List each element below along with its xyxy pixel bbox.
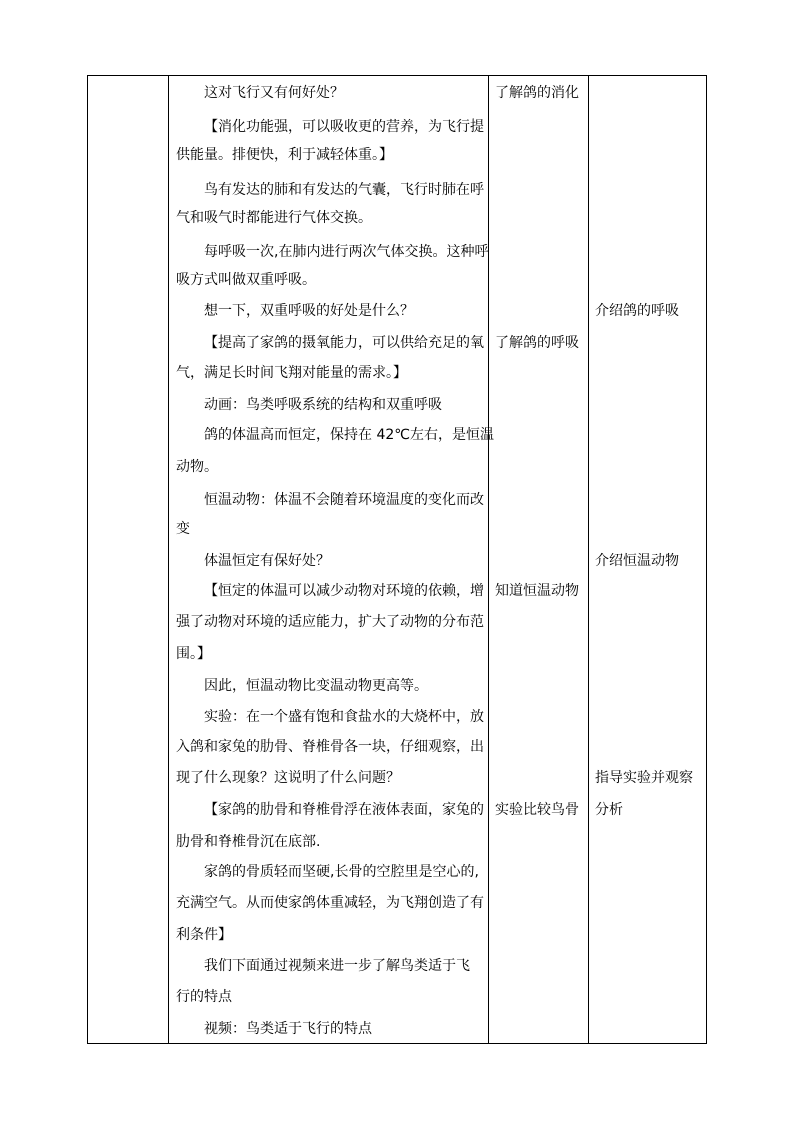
content-line: 【消化功能强，可以吸收更的营养，为飞行提: [204, 119, 484, 135]
column-divider: [588, 76, 589, 1043]
teacher-activity-experiment-cont: 分析: [595, 802, 623, 818]
content-line: 入鸽和家兔的肋骨、脊椎骨各一块，仔细观察，出: [176, 739, 484, 755]
content-line: 强了动物对环境的适应能力，扩大了动物的分布范: [176, 614, 484, 630]
content-line: 充满空气。从而使家鸽体重减轻，为飞翔创造了有: [176, 895, 484, 911]
content-line: 我们下面通过视频来进一步了解鸟类适于飞: [204, 958, 470, 974]
content-line: 【家鸽的肋骨和脊椎骨浮在液体表面，家兔的: [204, 802, 484, 818]
content-line: 吸方式叫做双重呼吸。: [176, 272, 316, 288]
learning-goal-bone-exp: 实验比较鸟骨: [495, 802, 579, 818]
content-line: 恒温动物：体温不会随着环境温度的变化而改: [204, 492, 484, 508]
content-line: 行的特点: [176, 989, 232, 1005]
content-line: 变: [176, 521, 190, 537]
content-line: 鸟有发达的肺和有发达的气囊，飞行时肺在呼: [204, 182, 484, 198]
learning-goal-digestion: 了解鸽的消化: [495, 85, 579, 101]
content-line: 因此，恒温动物比变温动物更高等。: [204, 678, 428, 694]
content-line: 现了什么现象？这说明了什么问题？: [176, 770, 400, 786]
teaching-content-column: [169, 76, 571, 1043]
content-line: 实验：在一个盛有饱和食盐水的大烧杯中，放: [204, 709, 484, 725]
content-line: 每呼吸一次,在肺内进行两次气体交换。这种呼: [204, 244, 489, 260]
content-line: 体温恒定有保好处？: [204, 553, 330, 569]
teacher-activity-respiration: 介绍鸽的呼吸: [595, 303, 679, 319]
content-line: 【提高了家鸽的摄氧能力，可以供给充足的氧: [204, 335, 484, 351]
content-line: 肋骨和脊椎骨沉在底部.: [176, 834, 321, 850]
lesson-table: [87, 75, 707, 1044]
content-line: 家鸽的骨质轻而坚硬,长骨的空腔里是空心的,: [204, 864, 479, 880]
content-line: 鸽的体温高而恒定，保持在 42℃左右，是恒温: [204, 427, 494, 443]
content-line: 动画：鸟类呼吸系统的结构和双重呼吸: [204, 397, 442, 413]
learning-goal-respiration: 了解鸽的呼吸: [495, 335, 579, 351]
content-line: 利条件】: [176, 927, 232, 943]
content-line: 视频：鸟类适于飞行的特点: [204, 1021, 372, 1037]
content-line: 围。】: [176, 646, 211, 662]
content-line: 动物。: [176, 459, 218, 475]
content-line: 供能量。排便快，利于减轻体重。】: [176, 147, 393, 163]
content-line: 【恒定的体温可以减少动物对环境的依赖，增: [204, 583, 484, 599]
learning-goal-homeotherm: 知道恒温动物: [495, 583, 579, 599]
teacher-activity-experiment: 指导实验并观察: [595, 770, 693, 786]
content-line: 这对飞行又有何好处？: [204, 85, 344, 101]
content-line: 想一下，双重呼吸的好处是什么？: [204, 303, 414, 319]
teacher-activity-homeotherm: 介绍恒温动物: [595, 553, 679, 569]
content-line: 气，满足长时间飞翔对能量的需求。】: [176, 365, 407, 381]
content-line: 气和吸气时都能进行气体交换。: [176, 210, 372, 226]
